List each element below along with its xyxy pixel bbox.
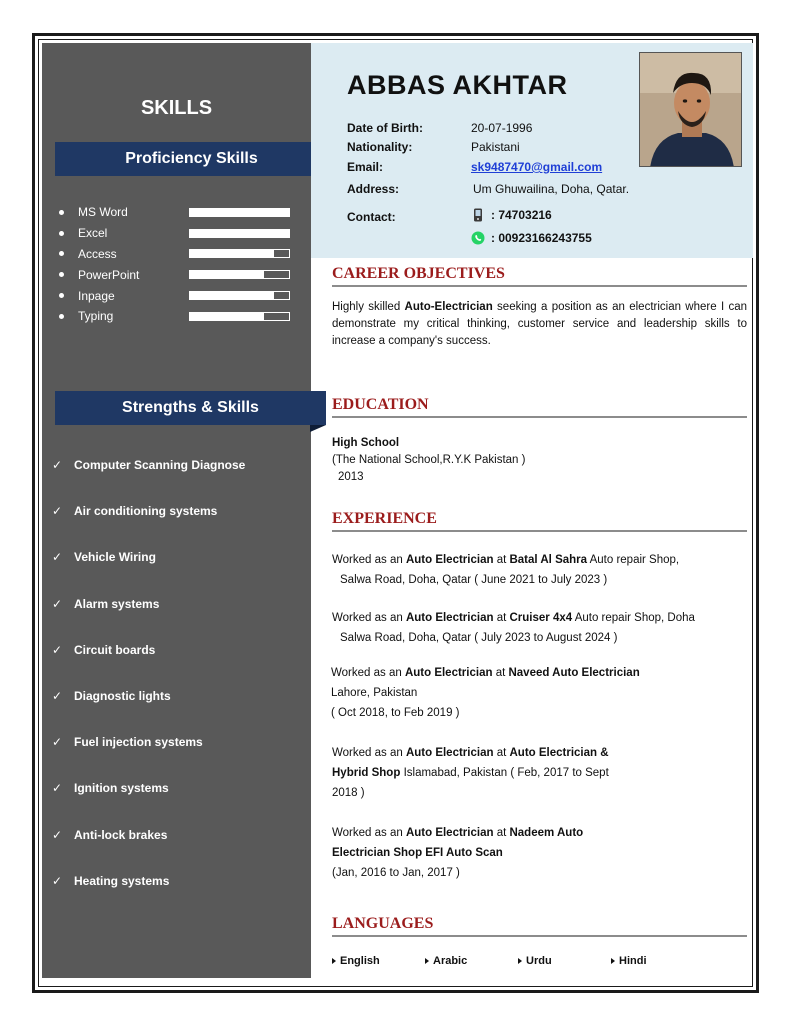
at-text: at	[492, 667, 509, 679]
ribbon-fold	[310, 425, 326, 432]
worked-as-text: Worked as an	[331, 667, 405, 679]
strengths-heading	[55, 391, 326, 425]
triangle-bullet-icon	[518, 958, 522, 964]
proficiency-bar-fill	[190, 250, 274, 257]
career-text-bold: Auto-Electrician	[404, 301, 493, 313]
experience-line-3: (Jan, 2016 to Jan, 2017 )	[332, 867, 460, 879]
proficiency-bar-fill	[190, 292, 274, 299]
experience-detail: Auto repair Shop,	[587, 554, 680, 566]
check-icon: ✓	[52, 781, 63, 796]
check-icon: ✓	[52, 689, 63, 704]
role-text: Auto Electrician	[405, 827, 494, 839]
strength-label: Ignition systems	[74, 781, 169, 796]
experience-heading: EXPERIENCE	[332, 510, 747, 532]
language-item	[425, 955, 467, 967]
strength-label: Diagnostic lights	[74, 689, 171, 704]
dob-value: 20-07-1996	[471, 121, 533, 135]
proficiency-name: MS Word	[78, 205, 128, 220]
proficiency-list	[59, 202, 294, 327]
email-link[interactable]: sk9487470@gmail.com	[471, 160, 603, 174]
proficiency-bar-fill	[190, 313, 264, 320]
strength-label: Anti-lock brakes	[74, 827, 168, 842]
experience-item	[332, 743, 609, 803]
proficiency-heading-label: Proficiency Skills	[125, 150, 258, 167]
strength-label: Heating systems	[74, 873, 170, 888]
proficiency-item	[59, 223, 294, 244]
experience-item	[332, 550, 679, 590]
address-value: Um Ghuwailina, Doha, Qatar.	[473, 182, 630, 196]
email-label: Email:	[347, 160, 384, 174]
language-item	[332, 955, 380, 967]
experience-line-1	[332, 743, 609, 763]
education-year: 2013	[338, 471, 364, 483]
proficiency-name: Typing	[78, 309, 114, 324]
triangle-bullet-icon	[332, 958, 336, 964]
email-value	[471, 160, 602, 174]
contact-label: Contact:	[347, 210, 396, 224]
whatsapp-number: : 00923166243755	[491, 231, 592, 245]
strength-label: Computer Scanning Diagnose	[74, 458, 246, 473]
employer-text: Electrician Shop EFI Auto Scan	[332, 847, 503, 859]
check-icon: ✓	[52, 873, 63, 888]
bullet-icon	[59, 210, 64, 215]
experience-line-2: Lahore, Pakistan	[331, 687, 418, 699]
strength-label: Vehicle Wiring	[74, 550, 156, 565]
education-block	[332, 435, 525, 486]
strength-label: Circuit boards	[74, 642, 156, 657]
bullet-icon	[59, 272, 64, 277]
strength-item	[52, 581, 307, 627]
strength-item	[52, 673, 307, 719]
experience-detail: Auto repair Shop, Doha	[572, 612, 695, 624]
proficiency-bar	[189, 291, 290, 300]
check-icon: ✓	[52, 458, 63, 473]
mobile-phone-icon	[471, 208, 485, 222]
language-item	[518, 955, 552, 967]
strength-item	[52, 627, 307, 673]
triangle-bullet-icon	[425, 958, 429, 964]
role-text: Auto Electrician	[405, 554, 494, 566]
strength-label: Air conditioning systems	[74, 504, 218, 519]
education-school: (The National School,R.Y.K Pakistan )	[332, 454, 526, 466]
language-label: Hindi	[619, 955, 647, 967]
experience-line-1	[332, 550, 679, 570]
proficiency-item	[59, 306, 294, 327]
check-icon: ✓	[52, 735, 63, 750]
bullet-icon	[59, 251, 64, 256]
check-icon: ✓	[52, 827, 63, 842]
check-icon: ✓	[52, 596, 63, 611]
experience-line-2	[332, 763, 609, 783]
proficiency-bar	[189, 312, 290, 321]
proficiency-item	[59, 285, 294, 306]
strength-item	[52, 488, 307, 534]
education-heading: EDUCATION	[332, 396, 747, 418]
profile-photo-image	[640, 53, 742, 167]
address-label: Address:	[347, 182, 400, 196]
experience-item	[331, 663, 640, 723]
experience-line-2: Salwa Road, Doha, Qatar ( July 2023 to August 2024 )	[340, 632, 618, 644]
experience-line-3: ( Oct 2018, to Feb 2019 )	[331, 707, 460, 719]
proficiency-item	[59, 264, 294, 285]
strength-item	[52, 534, 307, 580]
proficiency-bar	[189, 249, 290, 258]
experience-line-3: 2018 )	[332, 787, 365, 799]
proficiency-name: PowerPoint	[78, 267, 140, 282]
career-heading: CAREER OBJECTIVES	[332, 265, 747, 287]
strength-item	[52, 442, 307, 488]
check-icon: ✓	[52, 504, 63, 519]
worked-as-text: Worked as an	[332, 612, 406, 624]
proficiency-bar	[189, 208, 290, 217]
employer-text: Auto Electrician &	[509, 747, 609, 759]
proficiency-name: Excel	[78, 226, 108, 241]
experience-line-2: Salwa Road, Doha, Qatar ( June 2021 to July 2023 )	[340, 574, 608, 586]
proficiency-item	[59, 244, 294, 265]
experience-item	[332, 608, 695, 648]
employer-text: Batal Al Sahra	[509, 554, 588, 566]
experience-line-2	[332, 843, 583, 863]
proficiency-bar-fill	[190, 271, 264, 278]
proficiency-name: Access	[78, 246, 117, 261]
role-text: Auto Electrician	[405, 747, 494, 759]
languages-heading: LANGUAGES	[332, 915, 747, 937]
worked-as-text: Worked as an	[332, 747, 406, 759]
at-text: at	[493, 747, 510, 759]
employer-text: Naveed Auto Electrician	[508, 667, 640, 679]
education-degree: High School	[332, 437, 400, 449]
at-text: at	[493, 827, 510, 839]
experience-line-1	[332, 608, 695, 628]
at-text: at	[493, 612, 510, 624]
language-label: Urdu	[526, 955, 552, 967]
strength-item	[52, 858, 307, 904]
experience-line-1	[331, 663, 640, 683]
phone-number: : 74703216	[491, 208, 552, 222]
language-item	[611, 955, 647, 967]
at-text: at	[493, 554, 510, 566]
career-paragraph	[332, 299, 747, 350]
worked-as-text: Worked as an	[332, 554, 406, 566]
proficiency-name: Inpage	[78, 288, 115, 303]
proficiency-item	[59, 202, 294, 223]
whatsapp-line	[471, 231, 592, 245]
proficiency-bar	[189, 270, 290, 279]
experience-detail: Islamabad, Pakistan ( Feb, 2017 to Sept	[400, 767, 609, 779]
role-text: Auto Electrician	[405, 612, 494, 624]
proficiency-heading	[55, 142, 328, 176]
candidate-name: ABBAS AKHTAR	[347, 70, 568, 100]
proficiency-bar-fill	[190, 209, 289, 216]
strengths-list	[52, 442, 307, 904]
language-label: English	[340, 955, 380, 967]
strength-item	[52, 812, 307, 858]
whatsapp-icon	[471, 231, 485, 245]
nationality-value: Pakistani	[471, 140, 520, 154]
career-text-post: seeking a position as an electrician where I can demonstrate my critical thinking, customer service and leadership skills to increase a company's success.	[332, 301, 747, 347]
proficiency-bar	[189, 229, 290, 238]
check-icon: ✓	[52, 550, 63, 565]
strength-item	[52, 765, 307, 811]
career-text-pre: Highly skilled	[332, 301, 405, 313]
employer-text: Cruiser 4x4	[509, 612, 573, 624]
strength-item	[52, 719, 307, 765]
bullet-icon	[59, 231, 64, 236]
strength-label: Fuel injection systems	[74, 735, 203, 750]
role-text: Auto Electrician	[404, 667, 493, 679]
experience-line-1	[332, 823, 583, 843]
bullet-icon	[59, 293, 64, 298]
check-icon: ✓	[52, 642, 63, 657]
employer-text: Hybrid Shop	[332, 767, 401, 779]
employer-text: Nadeem Auto	[509, 827, 584, 839]
proficiency-bar-fill	[190, 230, 289, 237]
triangle-bullet-icon	[611, 958, 615, 964]
skills-title: SKILLS	[140, 97, 213, 119]
worked-as-text: Worked as an	[332, 827, 406, 839]
strengths-heading-label: Strengths & Skills	[122, 399, 259, 416]
bullet-icon	[59, 314, 64, 319]
profile-photo	[639, 52, 742, 167]
nationality-label: Nationality:	[347, 140, 413, 154]
strength-label: Alarm systems	[74, 596, 160, 611]
phone-line	[471, 208, 552, 222]
dob-label: Date of Birth:	[347, 121, 423, 135]
language-label: Arabic	[433, 955, 468, 967]
experience-item	[332, 823, 583, 883]
